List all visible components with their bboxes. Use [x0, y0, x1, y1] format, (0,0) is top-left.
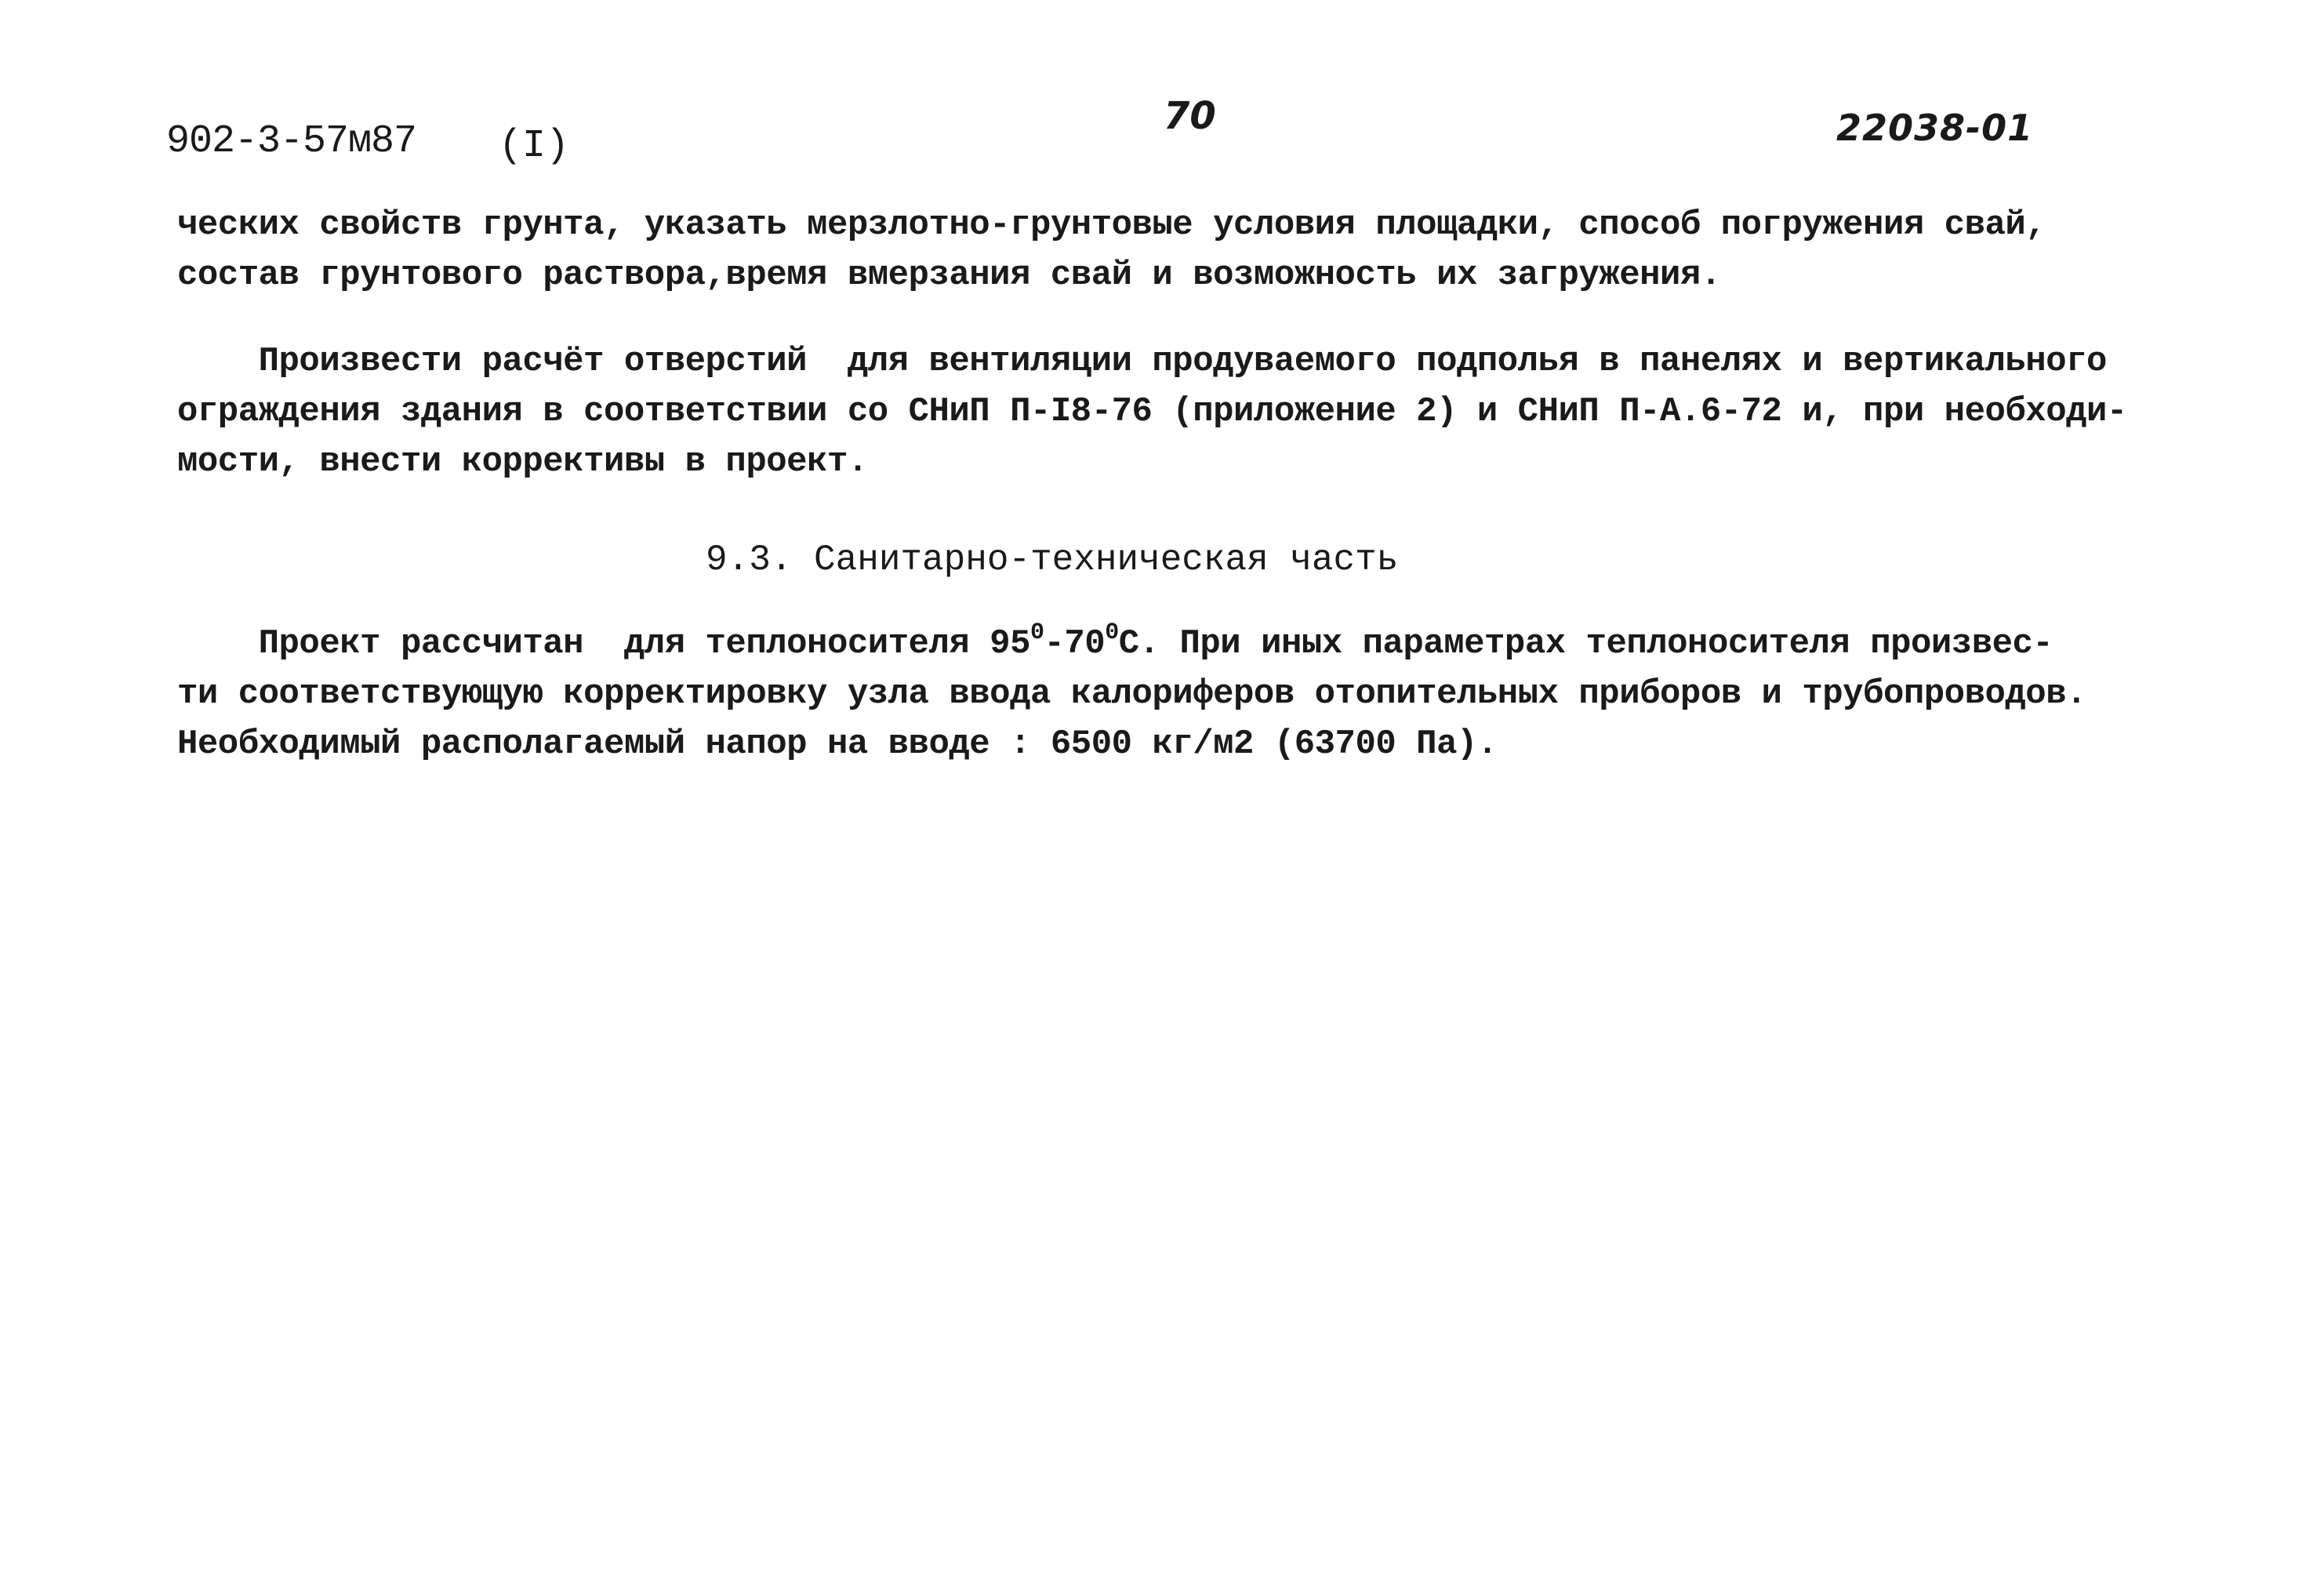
- paragraph1-line2: состав грунтового раствора,время вмерзания свай и возможность их загружения.: [177, 256, 1721, 295]
- inventory-number: 22038-01: [1836, 107, 2034, 149]
- paragraph2-line1: Произвести расчёт отверстий для вентиляции продуваемого подполья в панелях и вертикального: [177, 342, 2107, 381]
- paragraph1-line1: ческих свойств грунта, указать мерзлотно-грунтовые условия площадки, способ погружения свай,: [177, 205, 2046, 245]
- section-heading: 9.3. Санитарно-техническая часть: [706, 540, 1399, 580]
- paragraph3-line1-text-c: С. При иных параметрах теплоносителя произвес-: [1118, 624, 2053, 663]
- paragraph2-line3: мости, внести коррективы в проект.: [177, 442, 868, 481]
- paragraph3-line1-text-a: Проект рассчитан для теплоносителя 95: [177, 624, 1030, 663]
- degree-superscript-2: 0: [1105, 619, 1119, 646]
- paragraph3-line2: ти соответствующую корректировку узла ввода калориферов отопительных приборов и трубопроводов.: [177, 674, 2087, 714]
- document-part: (I): [499, 124, 570, 169]
- document-code: 902-3-57м87: [166, 119, 417, 164]
- paragraph3-line1-text-b: -70: [1044, 624, 1106, 663]
- paragraph2-line2: ограждения здания в соответствии со СНиП П-I8-76 (приложение 2) и СНиП П-А.6-72 и, при необходи-: [177, 392, 2127, 431]
- degree-superscript-1: 0: [1029, 619, 1044, 646]
- page-number: 70: [1164, 94, 1216, 138]
- paragraph3-line3: Необходимый располагаемый напор на вводе : 6500 кг/м2 (63700 Па).: [177, 725, 1498, 764]
- paragraph3-line1: [177, 619, 2053, 663]
